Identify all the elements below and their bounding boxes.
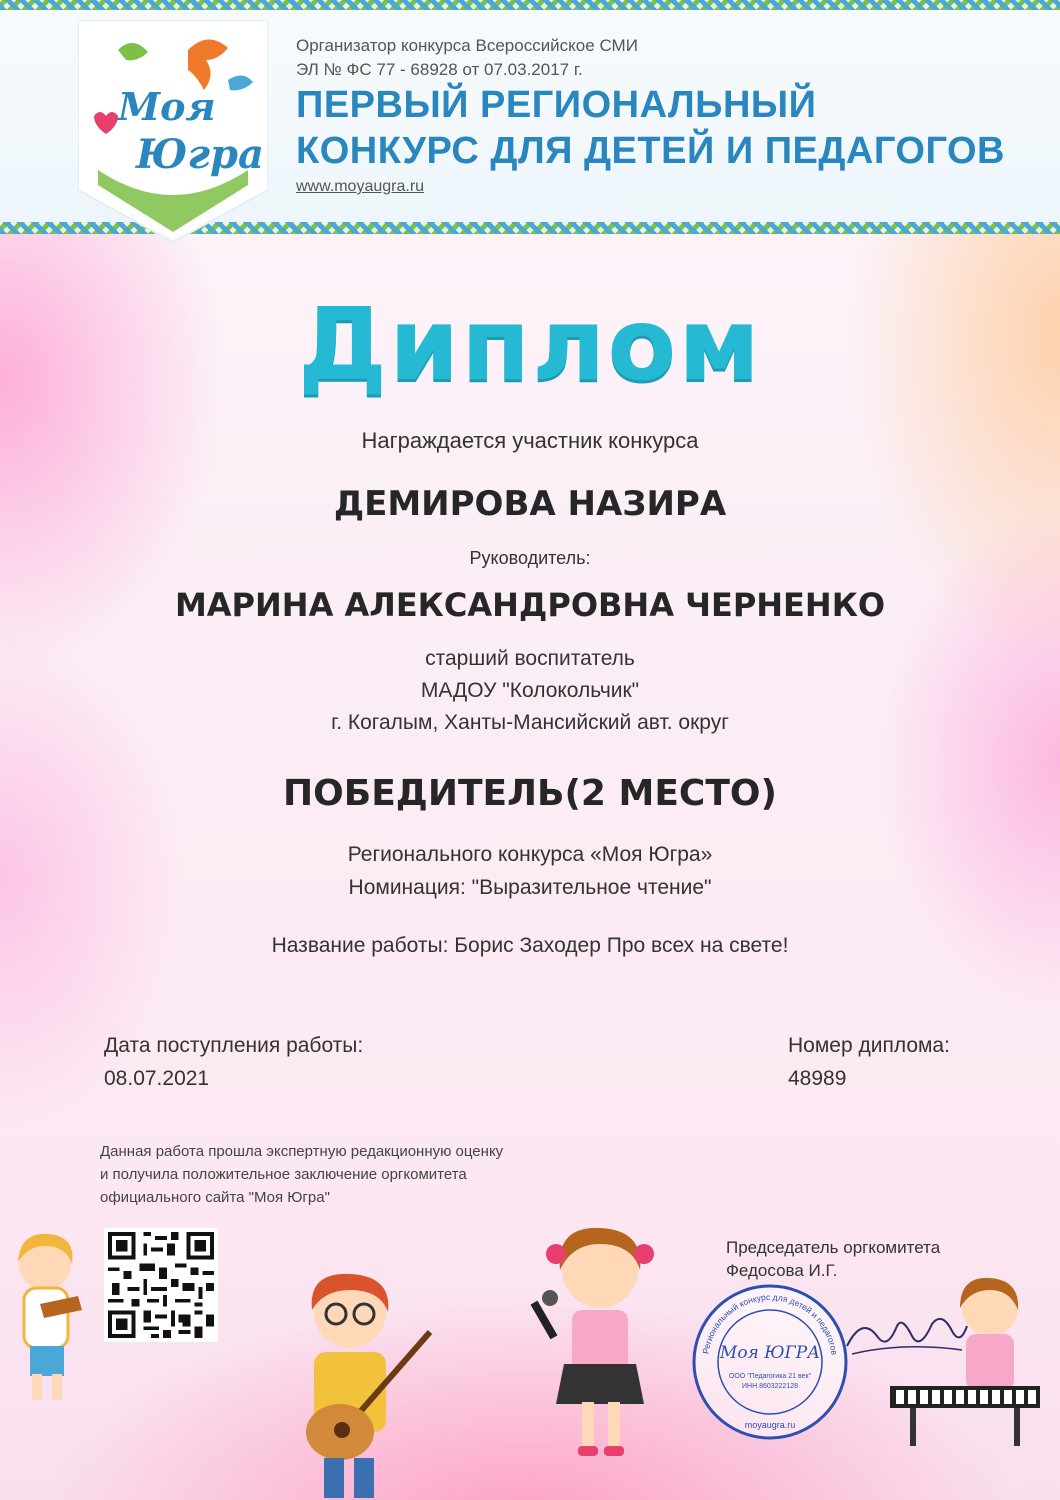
guitar-boy-illustration [280, 1262, 440, 1500]
qr-code [104, 1228, 218, 1342]
chair-title: Председатель оргкомитета [726, 1238, 941, 1257]
violin-girl-illustration [0, 1224, 100, 1414]
expert-note-line-2: и получила положительное заключение оргкомитета [100, 1166, 467, 1183]
logo-text-2: Югра [136, 131, 264, 178]
diploma-number-value: 48989 [788, 1067, 847, 1090]
supervisor-name: МАРИНА АЛЕКСАНДРОВНА ЧЕРНЕНКО [174, 586, 886, 624]
chair-name: Федосова И.Г. [726, 1261, 838, 1280]
ornament-border-top [0, 0, 1060, 10]
diploma-number-label: Номер диплома: [788, 1034, 950, 1057]
stamp-inn-line: ИНН 8603222128 [741, 1383, 799, 1390]
keyboard-girl-illustration [890, 1268, 1040, 1448]
singing-girl-illustration [520, 1214, 680, 1474]
organization-text: МАДОУ "Колокольчик" [420, 679, 640, 702]
headline-line-1: ПЕРВЫЙ РЕГИОНАЛЬНЫЙ [296, 84, 817, 126]
participant-name: ДЕМИРОВА НАЗИРА [333, 484, 727, 524]
contest-text: Регионального конкурса «Моя Югра» [347, 843, 713, 866]
expert-note [100, 1140, 620, 1209]
work-title-text: Название работы: Борис Заходер Про всех на свете! [271, 934, 789, 957]
date-value: 08.07.2021 [104, 1067, 210, 1090]
location-text: г. Когалым, Ханты-Мансийский авт. округ [331, 711, 729, 734]
result-text: ПОБЕДИТЕЛЬ(2 МЕСТО) [283, 773, 777, 814]
expert-note-line-1: Данная работа прошла экспертную редакционную оценку [100, 1143, 504, 1160]
organizer-line-1: Организатор конкурса Всероссийское СМИ [296, 36, 638, 55]
organizer-line-2: ЭЛ № ФС 77 - 68928 от 07.03.2017 г. [296, 60, 583, 79]
headline-line-2: КОНКУРС ДЛЯ ДЕТЕЙ И ПЕДАГОГОВ [296, 130, 1006, 172]
stamp-center-text: Моя ЮГРА [719, 1343, 821, 1363]
stamp-site-line: moyaugra.ru [744, 1420, 796, 1430]
date-label: Дата поступления работы: [104, 1034, 364, 1057]
organizer-stamp [690, 1282, 850, 1442]
website-link[interactable]: www.moyaugra.ru [296, 178, 425, 195]
expert-note-line-3: официального сайта "Моя Югра" [100, 1189, 330, 1206]
position-text: старший воспитатель [425, 647, 635, 670]
stamp-ring-text: Региональный конкурс для детей и педагогов [700, 1291, 840, 1356]
logo-text-1: Моя [118, 84, 216, 129]
awarded-text: Награждается участник конкурса [361, 428, 699, 453]
stamp-org-line: ООО "Педагогика 21 век" [728, 1373, 812, 1380]
supervisor-label: Руководитель: [469, 548, 591, 568]
nomination-text: Номинация: "Выразительное чтение" [348, 876, 712, 899]
diploma-title: Диплом [298, 286, 762, 403]
moya-yugra-logo [78, 20, 268, 242]
